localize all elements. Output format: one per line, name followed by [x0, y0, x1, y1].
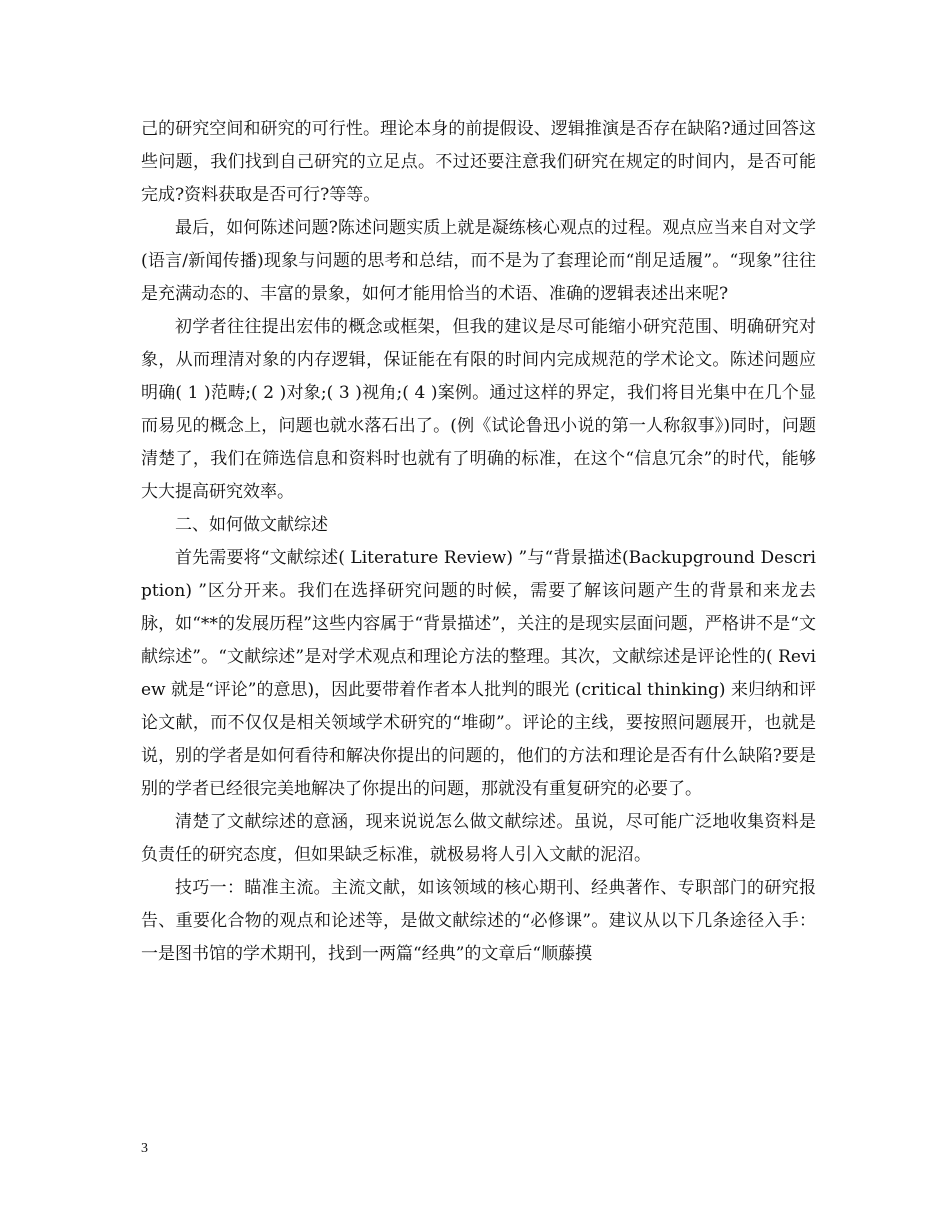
- paragraph-tip-one: 技巧一：瞄准主流。主流文献，如该领域的核心期刊、经典著作、专职部门的研究报告、重要化合物的观点和论述等，是做文献综述的“必修课”。建议从以下几条途径入手：一是图书馆的学术期刊，找到一两篇“经典”的文章后“顺藤摸: [141, 878, 816, 964]
- section-heading: 二、如何做文献综述: [175, 515, 328, 535]
- page-number: 3: [141, 1141, 148, 1156]
- body-text: [141, 113, 816, 971]
- paragraph-continued: 己的研究空间和研究的可行性。理论本身的前提假设、逻辑推演是否存在缺陷?通过回答这些问题，我们找到自己研究的立足点。不过还要注意我们研究在规定的时间内，是否可能完成?资料获取是否可行?等等。: [141, 119, 816, 205]
- paragraph-beginner-advice: 初学者往往提出宏伟的概念或框架，但我的建议是尽可能缩小研究范围、明确研究对象，从而理清对象的内存逻辑，保证能在有限的时间内完成规范的学术论文。陈述问题应明确( 1 )范畴;( 2 )对象;( 3 )视角;( 4 )案例。通过这样的界定，我们将目光集中在几个显而易见的概念上，问题也就水落石出了。(例《试论鲁迅小说的第一人称叙事》)同时，问题清楚了，我们在筛选信息和资料时也就有了明确的标准，在这个“信息冗余”的时代，能够大大提高研究效率。: [141, 317, 816, 502]
- paragraph-literature-review: 首先需要将“文献综述( Literature Review) ”与“背景描述(Backupground Description) ”区分开来。我们在选择研究问题的时候，需要了解该问题产生的背景和来龙去脉，如“**的发展历程”这些内容属于“背景描述”，关注的是现实层面问题，严格讲不是“文献综述”。“文献综述”是对学术观点和理论方法的整理。其次，文献综述是评论性的( Review 就是“评论”的意思)，因此要带着作者本人批判的眼光 (critical thinking) 来归纳和评论文献，而不仅仅是相关领域学术研究的“堆砌”。评论的主线，要按照问题展开，也就是说，别的学者是如何看待和解决你提出的问题的，他们的方法和理论是否有什么缺陷?要是别的学者已经很完美地解决了你提出的问题，那就没有重复研究的必要了。: [141, 548, 816, 799]
- paragraph-stating-problem: 最后，如何陈述问题?陈述问题实质上就是凝练核心观点的过程。观点应当来自对文学(语言/新闻传播)现象与问题的思考和总结，而不是为了套理论而“削足适履”。“现象”往往是充满动态的、丰富的景象，如何才能用恰当的术语、准确的逻辑表述出来呢?: [141, 218, 816, 304]
- paragraph-how-to-review: 清楚了文献综述的意涵，现来说说怎么做文献综述。虽说，尽可能广泛地收集资料是负责任的研究态度，但如果缺乏标准，就极易将人引入文献的泥沼。: [141, 812, 816, 865]
